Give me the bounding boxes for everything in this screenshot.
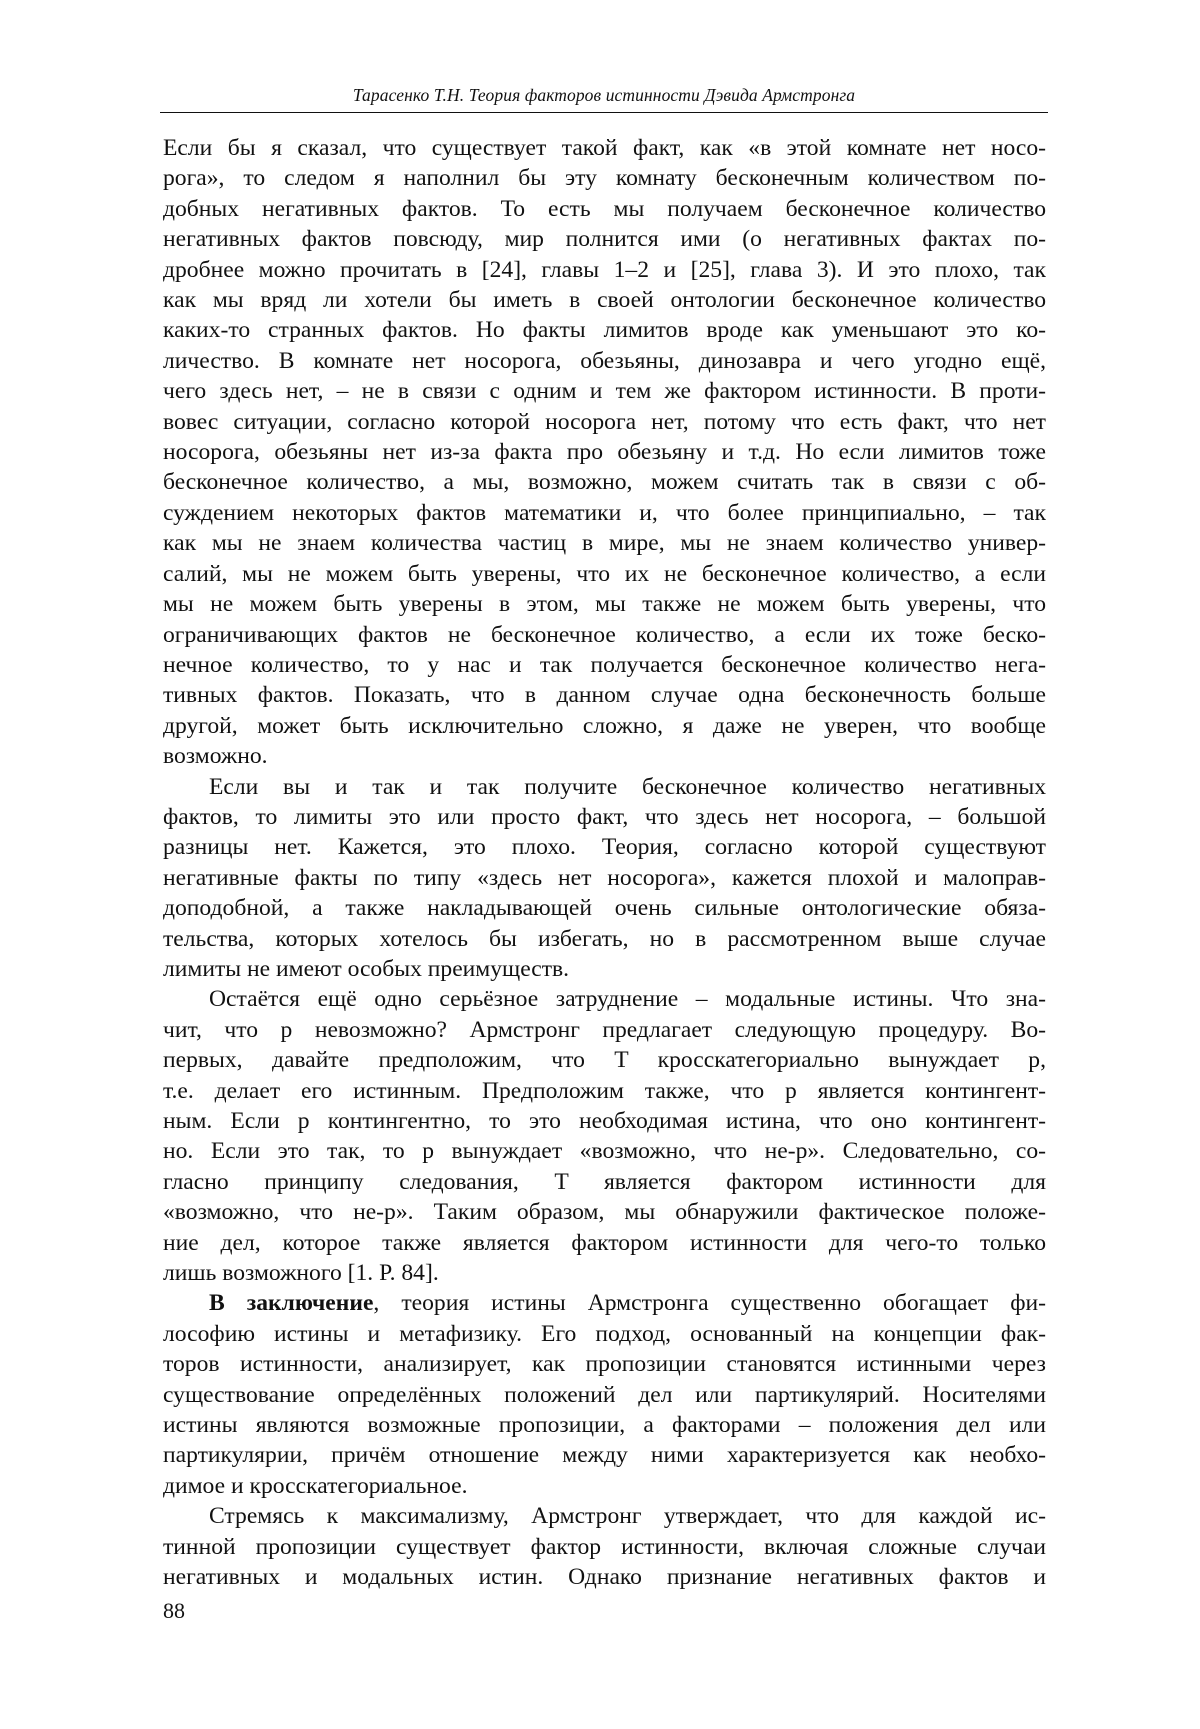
text-line: суждением некоторых фактов математики и, что более принципиально, – так bbox=[163, 499, 1046, 526]
text-line: тельства, которых хотелось бы избегать, но в рассмотренном выше случае bbox=[163, 925, 1046, 952]
text-line: чит, что p невозможно? Армстронг предлагает следующую процедуру. Во- bbox=[163, 1016, 1046, 1043]
header-rule bbox=[160, 112, 1048, 113]
text-line: возможно. bbox=[163, 743, 268, 770]
text-line: Если вы и так и так получите бесконечное количество негативных bbox=[209, 773, 1046, 800]
text-line: лософию истины и метафизику. Его подход, основанный на концепции фак- bbox=[163, 1320, 1046, 1347]
text-line: бесконечное количество, а мы, возможно, можем считать так в связи с об- bbox=[163, 469, 1046, 496]
text-line: ние дел, которое также является фактором истинности для чего-то только bbox=[163, 1229, 1046, 1256]
text-line: лишь возможного [1. P. 84]. bbox=[163, 1260, 439, 1287]
text-line: как мы вряд ли хотели бы иметь в своей онтологии бесконечное количество bbox=[163, 287, 1046, 314]
paragraph-3 bbox=[163, 984, 1046, 1288]
text-line: первых, давайте предположим, что T кросскатегориально вынуждает p, bbox=[163, 1047, 1046, 1074]
text-line: но. Если это так, то p вынуждает «возможно, что не-p». Следовательно, со- bbox=[163, 1138, 1046, 1165]
paragraph-2 bbox=[163, 772, 1046, 985]
text-line: салий, мы не можем быть уверены, что их не бесконечное количество, а если bbox=[163, 560, 1046, 587]
text-line: нечное количество, то у нас и так получается бесконечное количество нега- bbox=[163, 651, 1046, 678]
text-line: доподобной, а также накладывающей очень сильные онтологические обяза- bbox=[163, 895, 1046, 922]
text-line: добных негативных фактов. То есть мы получаем бесконечное количество bbox=[163, 195, 1046, 222]
text-line: негативных и модальных истин. Однако признание негативных фактов и bbox=[163, 1564, 1046, 1591]
text-line-rest: , теория истины Армстронга существенно обогащает фи- bbox=[373, 1290, 1046, 1317]
text-line: носорога, обезьяны нет из-за факта про обезьяну и т.д. Но если лимитов тоже bbox=[163, 439, 1046, 466]
text-line bbox=[163, 1288, 1046, 1318]
conclusion-lead: В заключение bbox=[209, 1290, 374, 1317]
text-line: истины являются возможные пропозиции, а факторами – положения дел или bbox=[163, 1412, 1046, 1439]
text-line: т.е. делает его истинным. Предположим также, что p является контингент- bbox=[163, 1077, 1046, 1104]
page-number: 88 bbox=[163, 1598, 185, 1623]
running-head: Тарасенко Т.Н. Теория факторов истинности Дэвида Армстронга bbox=[352, 85, 856, 105]
text-line: торов истинности, анализирует, как пропозиции становятся истинными через bbox=[163, 1351, 1046, 1378]
text-line: фактов, то лимиты это или просто факт, что здесь нет носорога, – большой bbox=[163, 803, 1046, 830]
text-line: гласно принципу следования, T является фактором истинности для bbox=[163, 1168, 1046, 1195]
text-line: чего здесь нет, – не в связи с одним и тем же фактором истинности. В проти- bbox=[163, 378, 1046, 405]
text-line: как мы не знаем количества частиц в мире, мы не знаем количество универ- bbox=[163, 530, 1046, 557]
text-line: ным. Если p контингентно, то это необходимая истина, что оно контингент- bbox=[163, 1108, 1046, 1134]
paragraph-1 bbox=[163, 133, 1046, 772]
text-line: рога», то следом я наполнил бы эту комнату бесконечным количеством по- bbox=[163, 165, 1046, 192]
text-line: каких-то странных фактов. Но факты лимитов вроде как уменьшают это ко- bbox=[163, 317, 1046, 344]
text-line: партикулярии, причём отношение между ними характеризуется как необхо- bbox=[163, 1442, 1046, 1469]
paragraph-conclusion bbox=[163, 1288, 1046, 1501]
text-line: Остаётся ещё одно серьёзное затруднение – модальные истины. Что зна- bbox=[209, 986, 1046, 1013]
text-line: лимиты не имеют особых преимуществ. bbox=[163, 955, 570, 982]
text-line: димое и кросскатегориальное. bbox=[163, 1472, 468, 1499]
text-line: негативных фактов повсюду, мир полнится ими (о негативных фактах по- bbox=[163, 226, 1046, 253]
text-line: разницы нет. Кажется, это плохо. Теория, согласно которой существуют bbox=[163, 834, 1046, 861]
text-line: дробнее можно прочитать в [24], главы 1–2 и [25], глава 3). И это плохо, так bbox=[163, 256, 1046, 283]
text-line: личество. В комнате нет носорога, обезьяны, динозавра и чего угодно ещё, bbox=[163, 347, 1046, 374]
text-line: другой, может быть исключительно сложно, я даже не уверен, что вообще bbox=[163, 712, 1046, 739]
text-line: ограничивающих фактов не бесконечное количество, а если их тоже беско- bbox=[163, 621, 1046, 648]
text-line: вовес ситуации, согласно которой носорога нет, потому что есть факт, что нет bbox=[163, 408, 1046, 435]
text-line: тинной пропозиции существует фактор истинности, включая сложные случаи bbox=[163, 1533, 1046, 1560]
article-body bbox=[163, 133, 1046, 1593]
text-line: «возможно, что не-p». Таким образом, мы обнаружили фактическое положе- bbox=[163, 1199, 1046, 1226]
text-line: Если бы я сказал, что существует такой факт, как «в этой комнате нет носо- bbox=[163, 135, 1046, 161]
text-line: мы не можем быть уверены в этом, мы также не можем быть уверены, что bbox=[163, 591, 1046, 618]
text-line: тивных фактов. Показать, что в данном случае одна бесконечность больше bbox=[163, 682, 1046, 709]
text-line: Стремясь к максимализму, Армстронг утверждает, что для каждой ис- bbox=[209, 1503, 1046, 1530]
paragraph-5 bbox=[163, 1501, 1046, 1592]
text-line: негативные факты по типу «здесь нет носорога», кажется плохой и малоправ- bbox=[163, 864, 1046, 891]
text-line: существование определённых положений дел или партикулярий. Носителями bbox=[163, 1381, 1046, 1408]
